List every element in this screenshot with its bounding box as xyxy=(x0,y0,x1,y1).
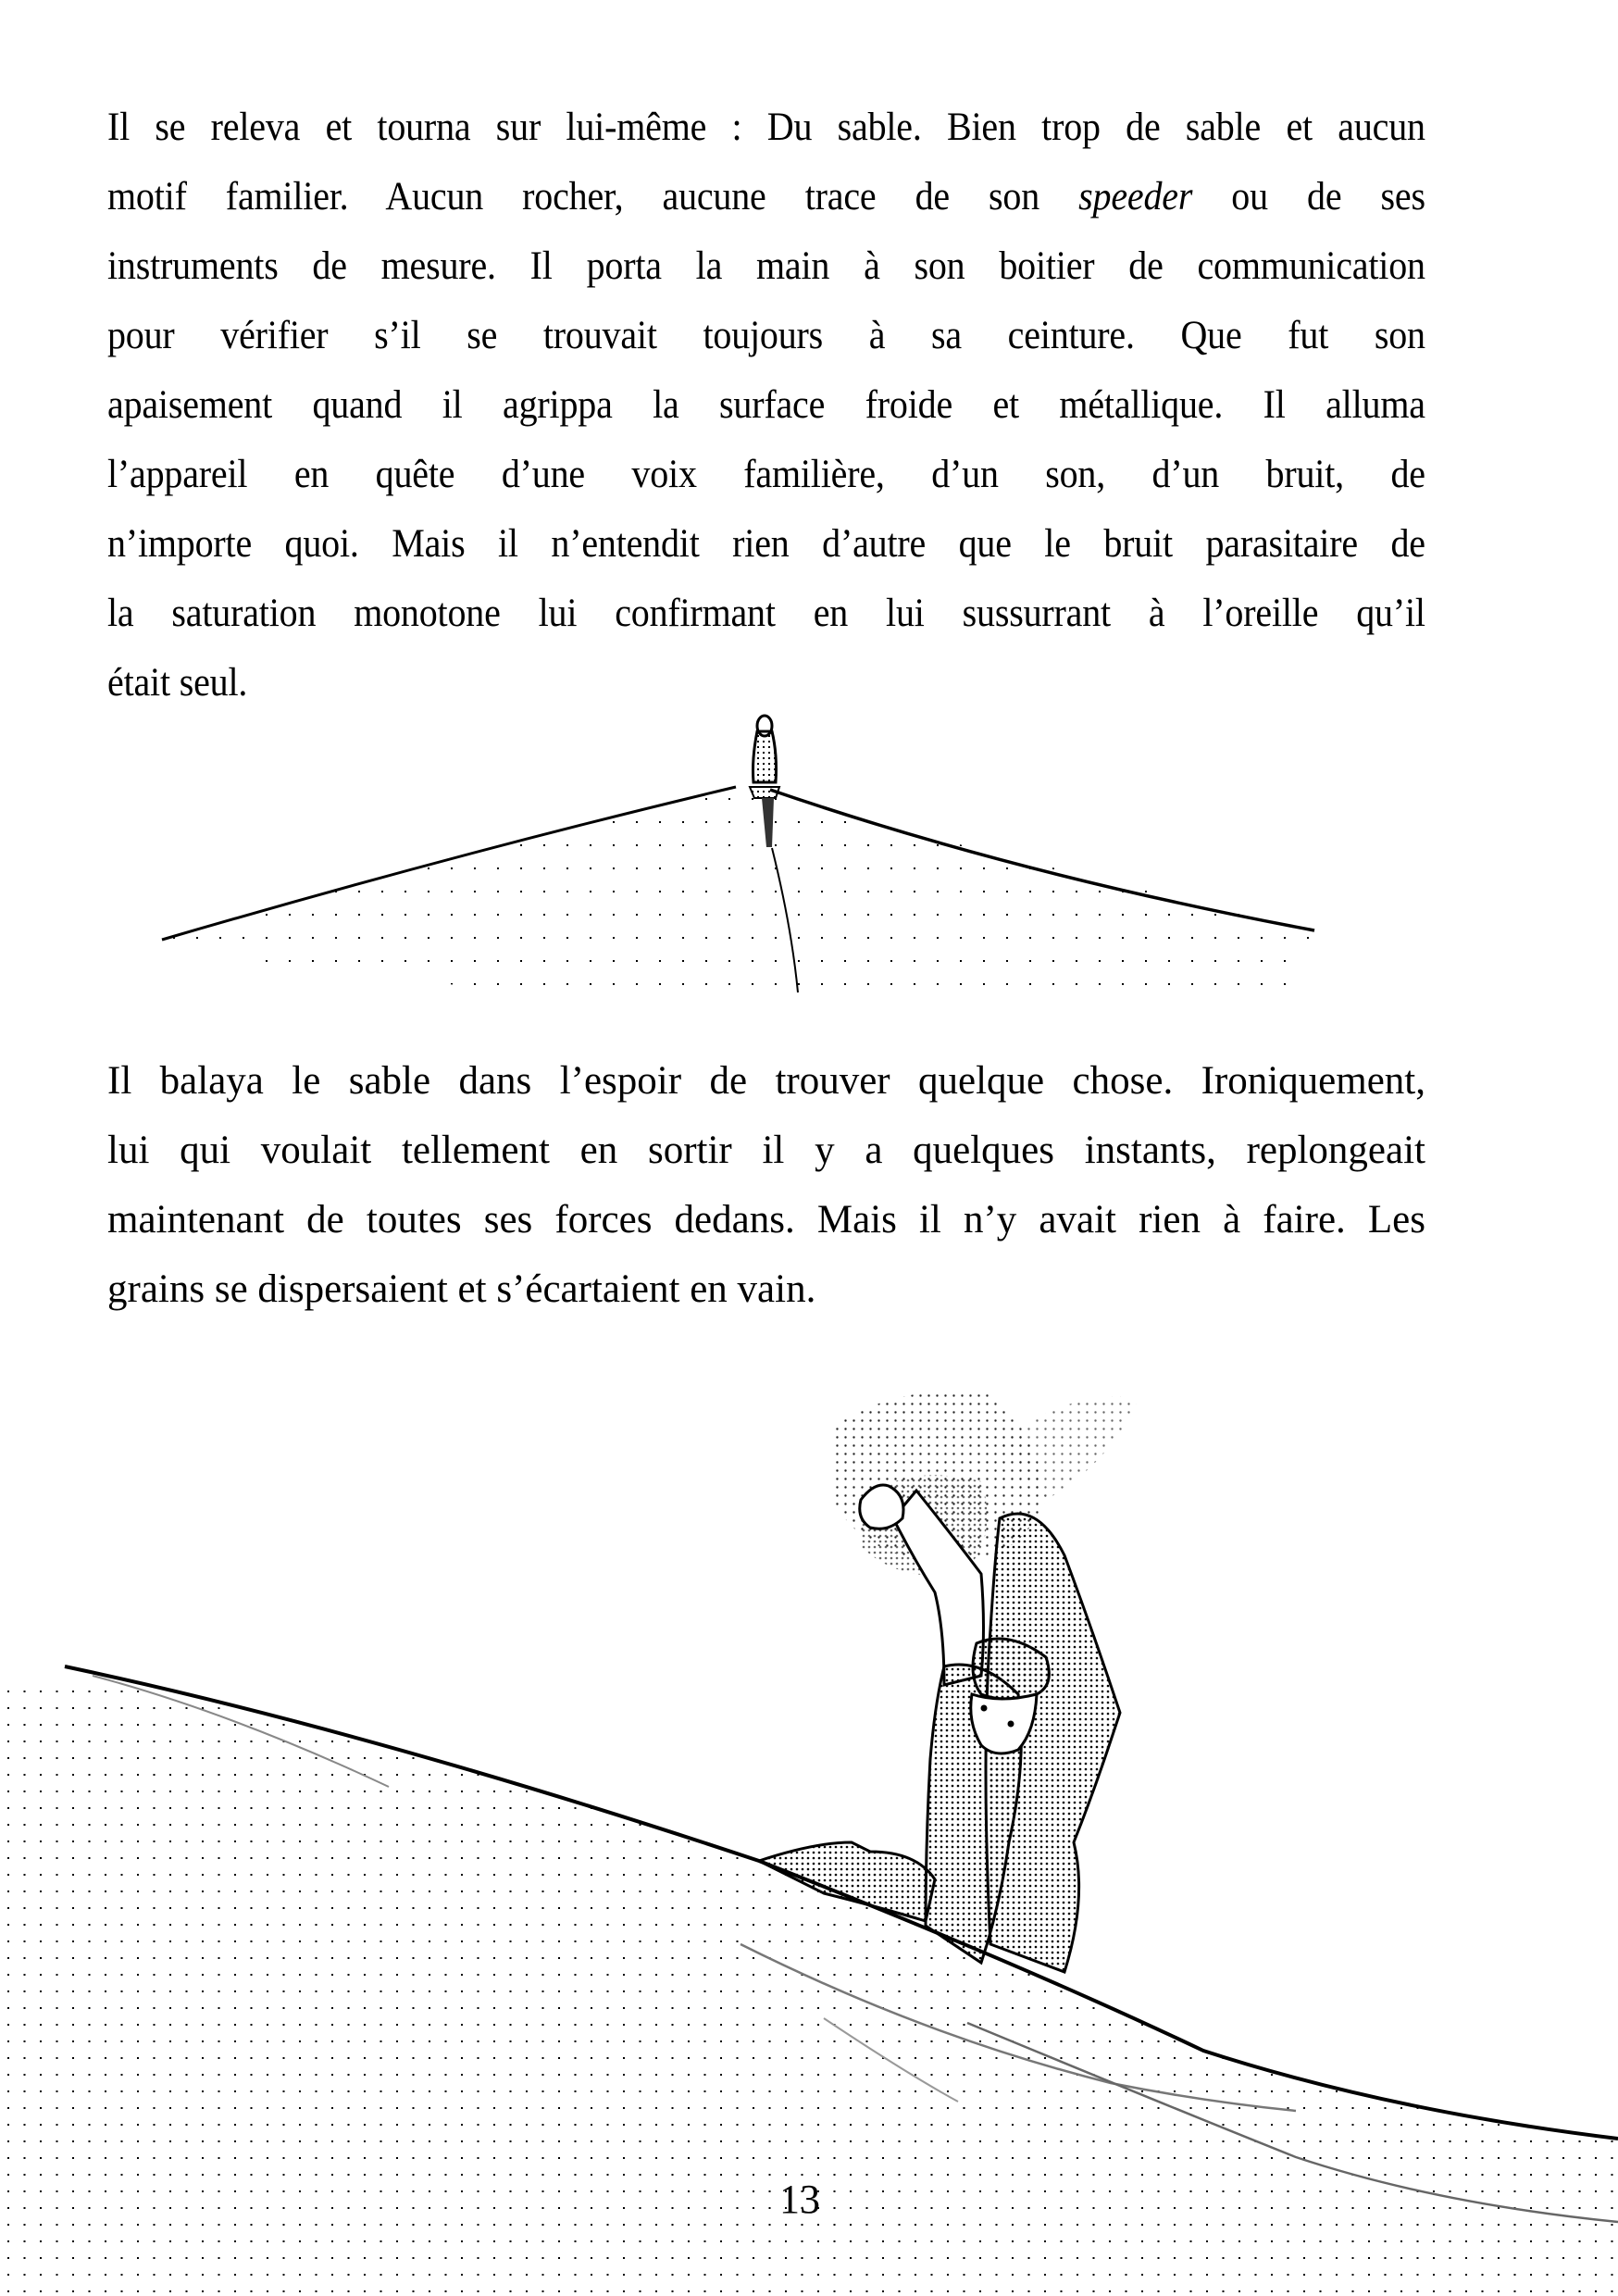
text-line: pour vérifier s’il se trouvait toujours à sa ceinture. Que fut son xyxy=(107,314,1425,357)
text-line: grains se dispersaient et s’écartaient en vain. xyxy=(107,1267,816,1311)
text-line: la saturation monotone lui confirmant en lui sussurrant à l’oreille qu’il xyxy=(107,592,1425,635)
sand-spray xyxy=(833,1389,1139,1576)
text-line: l’appareil en quête d’une voix familière, d’un son, d’un bruit, de xyxy=(107,453,1425,496)
text-line: apaisement quand il agrippa la surface froide et métallique. Il alluma xyxy=(107,383,1425,427)
text-line: lui qui voulait tellement en sortir il y a quelques instants, replongeait xyxy=(107,1129,1425,1172)
text-line: instruments de mesure. Il porta la main à son boitier de communication xyxy=(107,244,1425,288)
text-line: maintenant de toutes ses forces dedans. Mais il n’y avait rien à faire. Les xyxy=(107,1198,1425,1242)
eye-left xyxy=(981,1705,988,1712)
text-line: motif familier. Aucun rocher, aucune trace de son speeder ou de ses xyxy=(107,175,1425,218)
fist xyxy=(860,1485,903,1529)
italic-word: speeder xyxy=(1078,175,1193,218)
text-line: n’importe quoi. Mais il n’entendit rien d’autre que le bruit parasitaire de xyxy=(107,522,1425,566)
text-line: Il balaya le sable dans l’espoir de trouver quelque chose. Ironiquement, xyxy=(107,1059,1425,1103)
text-line: Il se releva et tourna sur lui-même : Du sable. Bien trop de sable et aucun xyxy=(107,106,1425,149)
text-line: était seul. xyxy=(107,661,248,705)
page-number: 13 xyxy=(779,2177,820,2222)
eye-right xyxy=(1008,1721,1014,1728)
